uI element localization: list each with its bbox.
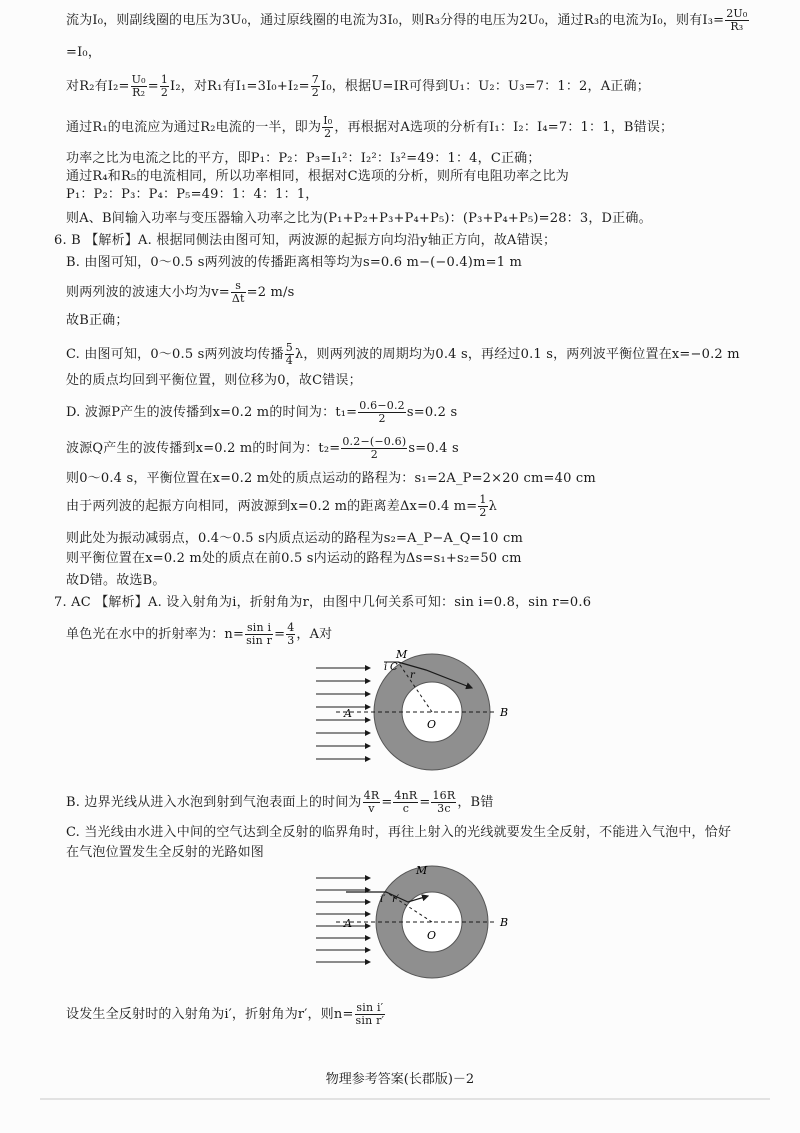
text-line: 通过R₄和R₅的电流相同，所以功率相同，根据对C选项的分析，则所有电阻功率之比为	[66, 169, 569, 184]
svg-text:C: C	[390, 662, 398, 673]
text-line: 则两列波的波速大小均为v= $\frac{s}{\Delta t}$ =2 m/s	[66, 279, 295, 305]
fraction: $\frac{0.6-0.2}{2}$	[359, 399, 405, 425]
svg-text:O: O	[427, 929, 437, 942]
text-line: 由于两列波的起振方向相同，两波源到x=0.2 m的距离差Δx=0.4 m= $\frac{1}{2}$ λ	[66, 493, 498, 519]
text-line: 处的质点均回到平衡位置，则位移为0，故C错误；	[66, 373, 362, 388]
text-line: 故D错。故选B。	[66, 573, 166, 588]
fraction: $\frac{s}{\Delta t}$	[231, 279, 245, 305]
svg-text:A: A	[344, 917, 352, 930]
text-line: B. 由图可知，0～0.5 s两列波的传播距离相等均为s=0.6 m−(−0.4)m=1 m	[66, 255, 523, 270]
fraction: $\frac{4nR}{c}$	[394, 789, 418, 815]
svg-text:B: B	[500, 916, 509, 929]
text-line: 通过R₁的电流应为通过R₂电流的一半，即为 $\frac{\text{I₀}}{2}$ ，再根据对A选项的分析有I₁：I₂：I₄=7：1：1，B错误；	[66, 114, 674, 140]
text-line: 则此处为振动减弱点，0.4～0.5 s内质点运动的路程为s₂=A_P−A_Q=10 cm	[66, 531, 523, 546]
page-footer: 物理参考答案(长郡版)－2	[325, 1072, 475, 1087]
fraction: $\frac{\text{sin i}}{\text{sin r}}$	[246, 621, 273, 647]
fraction: $\frac{0.2-(-0.6)}{2}$	[342, 435, 407, 461]
text-line: =I₀，	[66, 45, 102, 60]
svg-text:A: A	[344, 707, 352, 720]
text-line: 设发生全反射时的入射角为i′，折射角为r′，则n= $\frac{\text{sin i′}}{\text{sin r′}}$	[66, 1001, 385, 1027]
text-line	[66, 8, 750, 33]
svg-text:O: O	[427, 718, 437, 731]
text-line: 波源Q产生的波传播到x=0.2 m的时间为：t₂= $\frac{0.2-(-0.6)}{2}$ s=0.4 s	[66, 435, 459, 461]
svg-text:B: B	[500, 706, 509, 719]
text-line: 故B正确；	[66, 313, 129, 328]
text-line: 则0～0.4 s，平衡位置在x=0.2 m处的质点运动的路程为：s₁=2A_P=2×20 cm=40 cm	[66, 471, 596, 486]
text-line: C. 由图可知，0～0.5 s两列波均传播 $\frac{5}{4}$ λ，则两列波的周期均为0.4 s，再经过0.1 s，两列波平衡位置在x=−0.2 m	[66, 341, 740, 367]
svg-text:i: i	[384, 662, 388, 673]
bubble-figure-1	[300, 648, 530, 774]
text-line: 则A、B间输入功率与变压器输入功率之比为(P₁+P₂+P₃+P₄+P₅)：(P₃+P₄+P₅)=28：3，D正确。	[66, 211, 652, 226]
question-7-header: 7. AC 【解析】A. 设入射角为i，折射角为r，由图中几何关系可知：sin i=0.8，sin r=0.6	[54, 595, 592, 610]
text: 流为I₀，则副线圈的电压为3U₀，通过原线圈的电流为3I₀，则R₃分得的电压为2U₀，通过R₃的电流为I₀，则有I₃=	[66, 13, 725, 28]
text-line: 在气泡位置发生全反射的光路如图	[66, 845, 265, 860]
fraction: $\frac{16R}{3c}$	[432, 789, 456, 815]
text-line: D. 波源P产生的波传播到x=0.2 m的时间为：t₁= $\frac{0.6-0.2}{2}$ s=0.2 s	[66, 399, 458, 425]
svg-text:r′: r′	[392, 894, 400, 905]
incident-rays	[316, 668, 370, 759]
text-line: P₁：P₂：P₃：P₄：P₅=49：1：4：1：1，	[66, 187, 319, 202]
fraction: $\frac{1}{2}$	[160, 73, 169, 99]
text-line: 功率之比为电流之比的平方，即P₁：P₂：P₃=I₁²：I₂²：I₃²=49：1：4，C正确；	[66, 151, 541, 166]
text-line: 对R₂有I₂= $\frac{\text{U₀}}{\text{R₂}}$ = $\frac{1}{2}$ I₂，对R₁有I₁=3I₀+I₂= $\frac{7}{2}$ I₀，根据U=IR可得到U₁：U₂：U₃=7：1：2，A正确；	[66, 73, 650, 99]
fraction: $\frac{\text{I₀}}{2}$	[323, 114, 333, 140]
svg-text:M: M	[416, 864, 428, 877]
fraction: $\frac{4}{3}$	[287, 621, 295, 647]
text-line: 则平衡位置在x=0.2 m处的质点在前0.5 s内运动的路程为Δs=s₁+s₂=50 cm	[66, 551, 522, 566]
incident-rays	[316, 878, 370, 962]
fraction: $\frac{\text{2U₀}}{\text{R₃}}$	[726, 7, 748, 33]
fraction: $\frac{7}{2}$	[311, 73, 319, 99]
bottom-rule	[40, 1098, 770, 1100]
fraction: $\frac{\text{U₀}}{\text{R₂}}$	[131, 73, 146, 99]
fraction: $\frac{\text{sin i′}}{\text{sin r′}}$	[355, 1001, 385, 1027]
svg-text:i′: i′	[380, 894, 386, 905]
text-line: B. 边界光线从进入水泡到射到气泡表面上的时间为 $\frac{4R}{v}$ = $\frac{4nR}{c}$ = $\frac{16R}{3c}$ ，B错	[66, 789, 494, 815]
text-line: C. 当光线由水进入中间的空气达到全反射的临界角时，再往上射入的光线就要发生全反射，不能进入气泡中，恰好	[66, 825, 732, 840]
svg-text:r: r	[410, 670, 415, 681]
question-6-header: 6. B 【解析】A. 根据同侧法由图可知，两波源的起振方向均沿y轴正方向，故A错误；	[54, 233, 557, 248]
text-line: 单色光在水中的折射率为：n= $\frac{\text{sin i}}{\text{sin r}}$ = $\frac{4}{3}$ ，A对	[66, 621, 333, 647]
fraction: $\frac{4R}{v}$	[363, 789, 380, 815]
svg-text:M: M	[396, 648, 408, 661]
bubble-figure-2	[300, 862, 530, 982]
fraction: $\frac{5}{4}$	[285, 341, 293, 367]
fraction: $\frac{1}{2}$	[479, 493, 487, 519]
